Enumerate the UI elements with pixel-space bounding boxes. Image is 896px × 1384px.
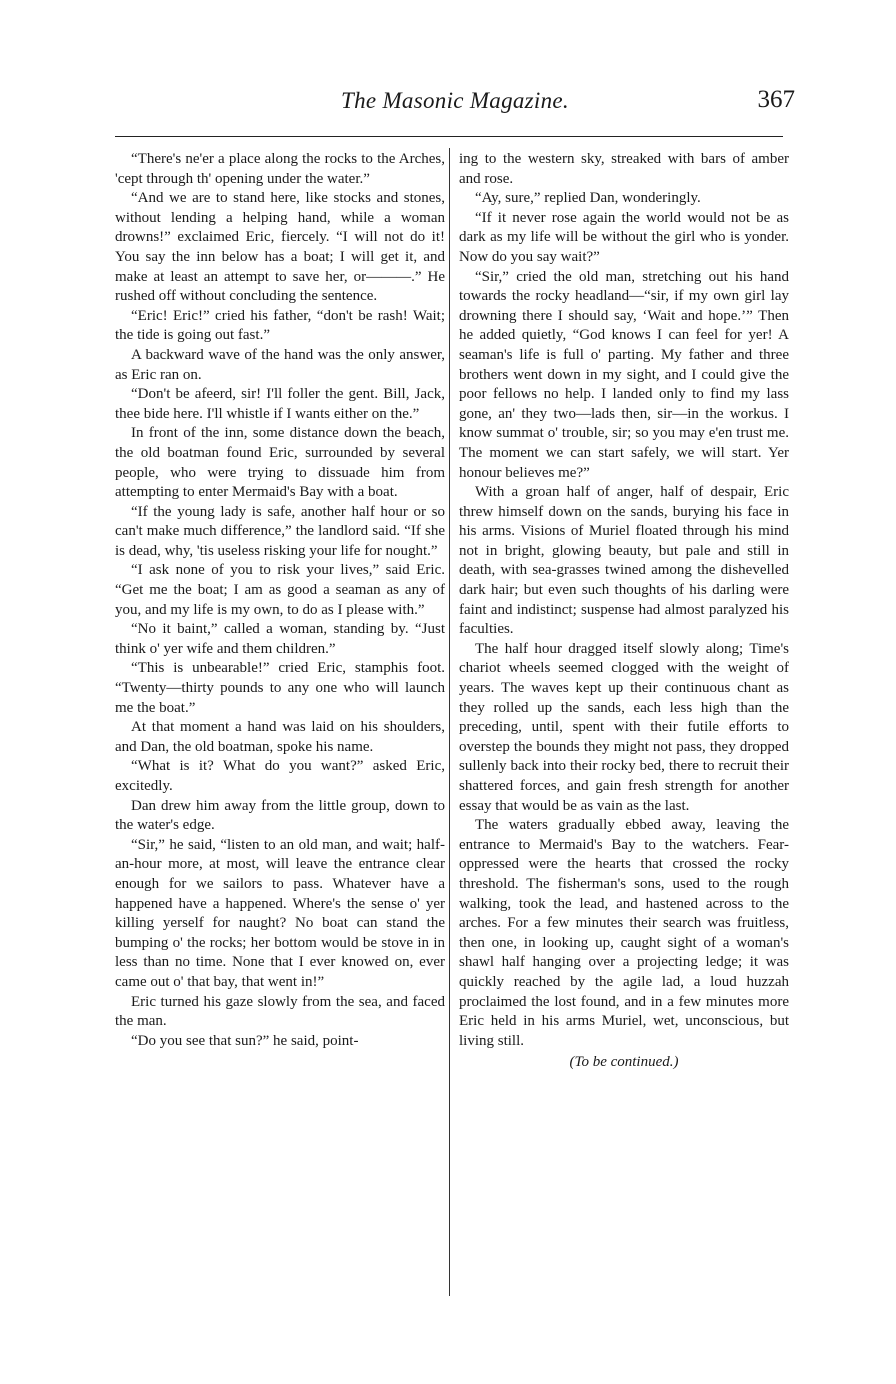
paragraph: A backward wave of the hand was the only answer, as Eric ran on. xyxy=(115,346,445,383)
paragraph: “There's ne'er a place along the rocks to the Arches, 'cept through th' opening under the water.” xyxy=(115,151,445,187)
paragraph: “If it never rose again the world would not be as dark as my life will be without the girl who is yonder. Now do you say wait?” xyxy=(459,209,789,265)
paragraph: “This is unbearable!” cried Eric, stamphis foot. “Twenty—thirty pounds to any one who will launch me the boat.” xyxy=(115,660,445,716)
page-header xyxy=(115,82,795,126)
paragraph: In front of the inn, some distance down the beach, the old boatman found Eric, surrounded by several people, who were trying to dissuade him from attempting to enter Mermaid's Bay with a boat. xyxy=(115,425,445,501)
paragraph: At that moment a hand was laid on his shoulders, and Dan, the old boatman, spoke his name. xyxy=(115,719,445,755)
column-divider xyxy=(449,148,450,1296)
paragraph: “What is it? What do you want?” asked Eric, excitedly. xyxy=(115,758,445,794)
paragraph: “No it baint,” called a woman, standing by. “Just think o' yer wife and them children.” xyxy=(115,621,445,657)
page-number: 367 xyxy=(757,86,795,113)
paragraph: “And we are to stand here, like stocks and stones, without lending a helping hand, while a woman drowns!” exclaimed Eric, fiercely. “I will not do it! You say the inn below has a boat; I will get it, and make at least an attempt to save her, or———.” He rushed off without concluding the sentence. xyxy=(115,190,445,305)
to-be-continued: (To be continued.) xyxy=(569,1054,679,1071)
paragraph: “If the young lady is safe, another half hour or so can't make much difference,” the landlord said. “If she is dead, why, 'tis useless risking your life for nought.” xyxy=(115,503,445,559)
paragraph: With a groan half of anger, half of despair, Eric threw himself down on the sands, burying his face in his arms. Visions of Muriel floated through his mind not in bright, glowing beauty, but pale and still in death, with sea-grasses twined among the dishevelled dark hair; but even such thoughts of his darling were faint and indistinct; suspense had almost paralyzed his faculties. xyxy=(459,484,789,638)
paragraph: The half hour dragged itself slowly along; Time's chariot wheels seemed clogged with the weight of years. The waves kept up their continuous chant as they rolled up the sands, each less high than the preceding, until, spent with their futile efforts to overstep the bounds they might not pass, they dropped sullenly back into their rocky bed, there to recruit their shattered forces, and gain fresh strength for another essay that would be as vain as the last. xyxy=(459,640,789,814)
paragraph: “I ask none of you to risk your lives,” said Eric. “Get me the boat; I am as good a seaman as any of you, and my life is my own, to do as I please with.” xyxy=(115,562,445,618)
running-title: The Masonic Magazine. xyxy=(341,88,569,113)
paragraph: Eric turned his gaze slowly from the sea, and faced the man. xyxy=(115,993,445,1030)
left-column xyxy=(115,150,445,1051)
paragraph: “Ay, sure,” replied Dan, wonderingly. xyxy=(475,190,701,207)
paragraph: “Do you see that sun?” he said, point- xyxy=(131,1032,359,1049)
paragraph-continuation: ing to the western sky, streaked with bars of amber and rose. xyxy=(459,151,789,187)
paragraph: The waters gradually ebbed away, leaving the entrance to Mermaid's Bay to the watchers. Fear-oppressed were the hearts that crossed the rocky threshold. The fisherman's sons, used to the rough walking, took the lead, and hastened across to the arches. For a few minutes their search was fruitless, then one, in looking up, caught sight of a woman's shawl half hanging over a projecting ledge; it was quickly reached by the agile lad, a loud huzzah proclaimed the lost found, and in a few minutes more Eric held in his arms Muriel, wet, unconscious, but living still. xyxy=(459,817,789,1049)
paragraph: “Sir,” cried the old man, stretching out his hand towards the rocky headland—“sir, if my own girl lay drowning there I should say, ‘Wait and hope.’” Then he added quietly, “God knows I can feel for yer! A seaman's life is full o' parting. My father and three brothers went down in my sight, and I could give the poor fellows no help. I landed only to find my lass gone, an' they two—lads then, sir—in the workus. I know summat o' trouble, sir; so you may e'en trust me. The moment we can start safely, we will start. Yer honour believes me?” xyxy=(459,268,789,481)
right-column xyxy=(459,150,789,1073)
paragraph: “Sir,” he said, “listen to an old man, and wait; half-an-hour more, at most, will leave the entrance clear enough for we sailors to pass. Whatever have a happened have a happened. Where's the sense o' yer killing yerself for naught? No boat can stand the bumping o' the rocks; her bottom would be stove in in less than no time. None that I ever knowed on, ever came out o' that bay, that went in!” xyxy=(115,836,445,990)
header-rule xyxy=(115,136,783,137)
paragraph: Dan drew him away from the little group, down to the water's edge. xyxy=(115,797,445,834)
paragraph: “Don't be afeerd, sir! I'll foller the gent. Bill, Jack, thee bide here. I'll whistle if I wants either on the.” xyxy=(115,386,445,422)
paragraph: “Eric! Eric!” cried his father, “don't be rash! Wait; the tide is going out fast.” xyxy=(115,307,445,344)
